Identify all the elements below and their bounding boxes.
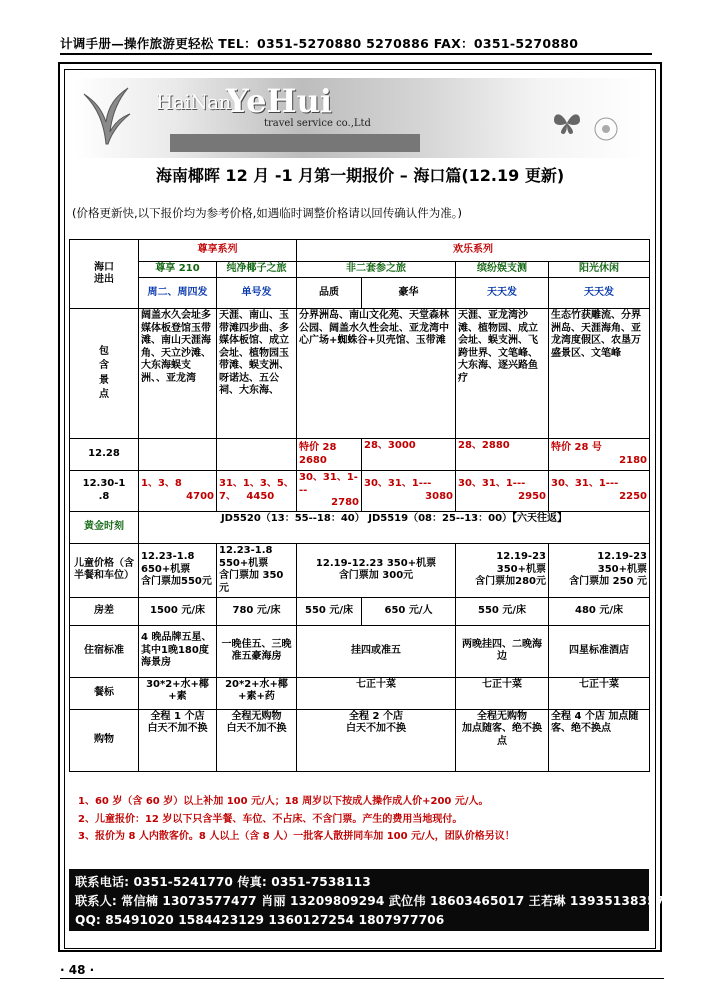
price-1230-p5 <box>549 471 650 512</box>
footnotes <box>78 793 515 846</box>
price-1230-p2 <box>217 471 297 512</box>
footnote-1: 1、60 岁（含 60 岁）以上补加 100 元/人；18 周岁以下按成人操作成人价+200 元/人。 <box>78 796 489 807</box>
price-1230-p3a-line1: 30、31、1--- <box>299 472 358 496</box>
price-1230-p2-line2: 7、 4450 <box>219 490 275 502</box>
depart-label: 海口 进出 <box>70 240 139 309</box>
brand-subline-bar <box>170 134 420 152</box>
butterfly-icon <box>552 110 582 136</box>
days-p1: 周二、周四发 <box>139 278 217 309</box>
room-diff-p3b: 650 元/人 <box>362 597 456 625</box>
footnote-3: 3、报价为 8 人内散客价。8 人以上（含 8 人）一批客人散拼同车加 100 元/人，团队价格另议！ <box>78 831 515 842</box>
price-1228-p3b: 28、3000 <box>362 439 456 471</box>
hotel-p2: 一晚佳五、三晚准五豪海房 <box>217 625 297 677</box>
hotel-p5: 四星标准酒店 <box>549 625 650 677</box>
price-1230-p5-line2: 2250 <box>619 490 647 502</box>
company-banner <box>74 78 644 158</box>
days-p3a: 品质 <box>297 278 362 309</box>
sights-label-char: 含 <box>99 360 109 371</box>
price-1230-p3a-line2: 2780 <box>331 497 359 508</box>
price-1228-p3a-line1: 特价 28 <box>299 442 337 453</box>
child-label: 儿童价格（含半餐和车位） <box>70 543 139 597</box>
hotel-p4: 两晚挂四、二晚海边 <box>456 625 549 677</box>
meals-p1: 30*2+水+椰+素 <box>139 677 217 709</box>
room-diff-p4: 550 元/床 <box>456 597 549 625</box>
meals-label: 餐标 <box>70 677 139 709</box>
child-p1: 12.23-1.8 650+机票 含门票加550元 <box>139 543 217 597</box>
price-1230-p1-line2: 4700 <box>186 490 214 502</box>
sights-p3: 分界洲岛、南山文化苑、天堂森林公园、阔盖水久性会址、亚龙湾中心广场+蜘蛛谷+贝壳馆、玉带滩 <box>297 309 456 439</box>
shopping-p3: 全程 2 个店 白天不加不换 <box>297 709 456 771</box>
meals-p5: 七正十菜 <box>549 677 650 709</box>
shopping-p2: 全程无购物 白天不加不换 <box>217 709 297 771</box>
product-p5: 阳光休闲 <box>549 262 650 278</box>
price-1228-p1 <box>139 439 217 471</box>
room-diff-p1: 1500 元/床 <box>139 597 217 625</box>
date-1230-line2: .8 <box>98 490 110 502</box>
meals-p2: 20*2+水+椰+素+药 <box>217 677 297 709</box>
page-header <box>60 34 652 52</box>
hotel-p1: 4 晚品牌五星、其中1晚180度海景房 <box>139 625 217 677</box>
sights-p2: 天涯、南山、玉带滩四步曲、多媒体板馆、成立会址、植物园玉带滩、蜈支洲、呀诺达、五公祠、大东海、 <box>217 309 297 439</box>
price-1230-p4 <box>456 471 549 512</box>
price-1230-p5-line1: 30、31、1--- <box>551 478 619 490</box>
price-1228-p3a-line2: 2680 <box>299 454 327 466</box>
contact-box <box>69 869 665 931</box>
room-diff-p5: 480 元/床 <box>549 597 650 625</box>
brand-name-b: YeHui <box>226 82 333 120</box>
product-p4: 缤纷娱支测 <box>456 262 549 278</box>
brand-tagline: travel service co.,Ltd <box>264 118 371 129</box>
date-1230-line1: 12.30-1 <box>82 478 126 490</box>
footnote-2: 2、儿童报价：12 岁以下只含半餐、车位、不占床、不含门票。产生的费用当地现付。 <box>78 813 463 825</box>
sights-label-char: 景 <box>99 374 109 386</box>
series-huanle: 欢乐系列 <box>297 240 650 262</box>
price-1230-p3b <box>362 471 456 512</box>
price-1230-p2-line1: 31、1、3、5、 <box>219 478 294 490</box>
price-1230-p1-line1: 1、3、8 <box>141 478 182 490</box>
shopping-p1: 全程 1 个店 白天不加不换 <box>139 709 217 771</box>
brand-name-a: HaiNan <box>156 90 232 114</box>
child-p4: 12.19-23 350+机票 含门票加280元 <box>456 543 549 597</box>
contact-phone-line: 联系电话: 0351-5241770 传真: 0351-7538113 <box>75 875 371 889</box>
sights-label-char: 包 <box>99 345 109 357</box>
meals-p4: 七正十菜 <box>456 677 549 709</box>
price-1230-p3b-line2: 3080 <box>425 490 453 502</box>
price-1228-p2 <box>217 439 297 471</box>
product-p3: 非二套参之旅 <box>297 262 456 278</box>
sights-label-char: 点 <box>99 389 109 400</box>
contact-qq-line: QQ: 85491020 1584423129 1360127254 1807977706 <box>75 913 445 927</box>
price-1230-p3a <box>297 471 362 512</box>
price-1228-p5 <box>549 439 650 471</box>
hotel-p3: 挂四或准五 <box>297 625 456 677</box>
golden-label: 黄金时刻 <box>70 511 139 543</box>
price-1230-p4-line1: 30、31、1--- <box>458 478 526 490</box>
child-p3: 12.19-12.23 350+机票 含门票加 300元 <box>297 543 456 597</box>
decorative-flower-icon <box>586 116 626 142</box>
days-p4: 天天发 <box>456 278 549 309</box>
child-p2: 12.23-1.8 550+机票 含门票加 350 元 <box>217 543 297 597</box>
product-p1: 尊享 210 <box>139 262 217 278</box>
sights-p5: 生态竹获雕流、分界洲岛、天涯海角、亚龙湾度假区、农垦万盛景区、文笔峰 <box>549 309 650 439</box>
contact-people-line: 联系人: 常信楠 13073577477 肖丽 13209809294 武位伟 18603465017 王若琳 13935138357 <box>75 894 665 908</box>
price-1230-p3b-line1: 30、31、1--- <box>364 478 432 490</box>
sights-label <box>70 309 139 439</box>
page-title: 海南椰晖 12 月 -1 月第一期报价 – 海口篇(12.19 更新) <box>155 166 565 185</box>
days-p5: 天天发 <box>549 278 650 309</box>
golden-flights: JD5520（13：55--18：40） JD5519（08：25--13：00）【六天往返】 <box>139 511 650 543</box>
price-note: (价格更新快,以下报价均为参考价格,如遇临时调整价格请以回传确认件为准。) <box>72 206 463 220</box>
room-diff-p2: 780 元/床 <box>217 597 297 625</box>
days-p2: 单号发 <box>217 278 297 309</box>
price-1228-p5-line2: 2180 <box>619 454 647 466</box>
price-1230-p4-line2: 2950 <box>518 490 546 502</box>
sights-p1: 阔盖水久会址多媒体板登馆玉带滩、南山天涯海角、天立沙滩、大东海蜈支洲、、亚龙湾 <box>139 309 217 439</box>
date-1230 <box>70 471 139 512</box>
shopping-p5: 全程 4 个店 加点随客、绝不换点 <box>549 709 650 771</box>
price-table <box>69 239 650 772</box>
price-1230-p1 <box>139 471 217 512</box>
hotel-label: 住宿标准 <box>70 625 139 677</box>
header-rule <box>60 53 652 55</box>
room-diff-p3a: 550 元/床 <box>297 597 362 625</box>
bottom-rule <box>60 978 664 979</box>
series-zunxiang: 尊享系列 <box>139 240 297 262</box>
meals-p3: 七正十菜 <box>297 677 456 709</box>
room-diff-label: 房差 <box>70 597 139 625</box>
palm-leaf-logo-icon <box>80 84 132 148</box>
shopping-p4: 全程无购物 加点随客、绝不换点 <box>456 709 549 771</box>
sights-p4: 天涯、亚龙湾沙滩、植物园、成立会址、蜈支洲、飞跨世界、文笔峰、大东海、逐兴路鱼疗 <box>456 309 549 439</box>
header-text: 计调手册—操作旅游更轻松 TEL：0351-5270880 5270886 FAX：0351-5270880 <box>60 36 579 51</box>
price-1228-p4: 28、2880 <box>456 439 549 471</box>
price-1228-p5-line1: 特价 28 号 <box>551 442 602 453</box>
page-number: · 48 · <box>60 963 95 977</box>
shopping-label: 购物 <box>70 709 139 771</box>
product-p2: 纯净椰子之旅 <box>217 262 297 278</box>
price-1228-p3a <box>297 439 362 471</box>
date-1228: 12.28 <box>70 439 139 471</box>
child-p5: 12.19-23 350+机票 含门票加 250 元 <box>549 543 650 597</box>
days-p3b: 豪华 <box>362 278 456 309</box>
